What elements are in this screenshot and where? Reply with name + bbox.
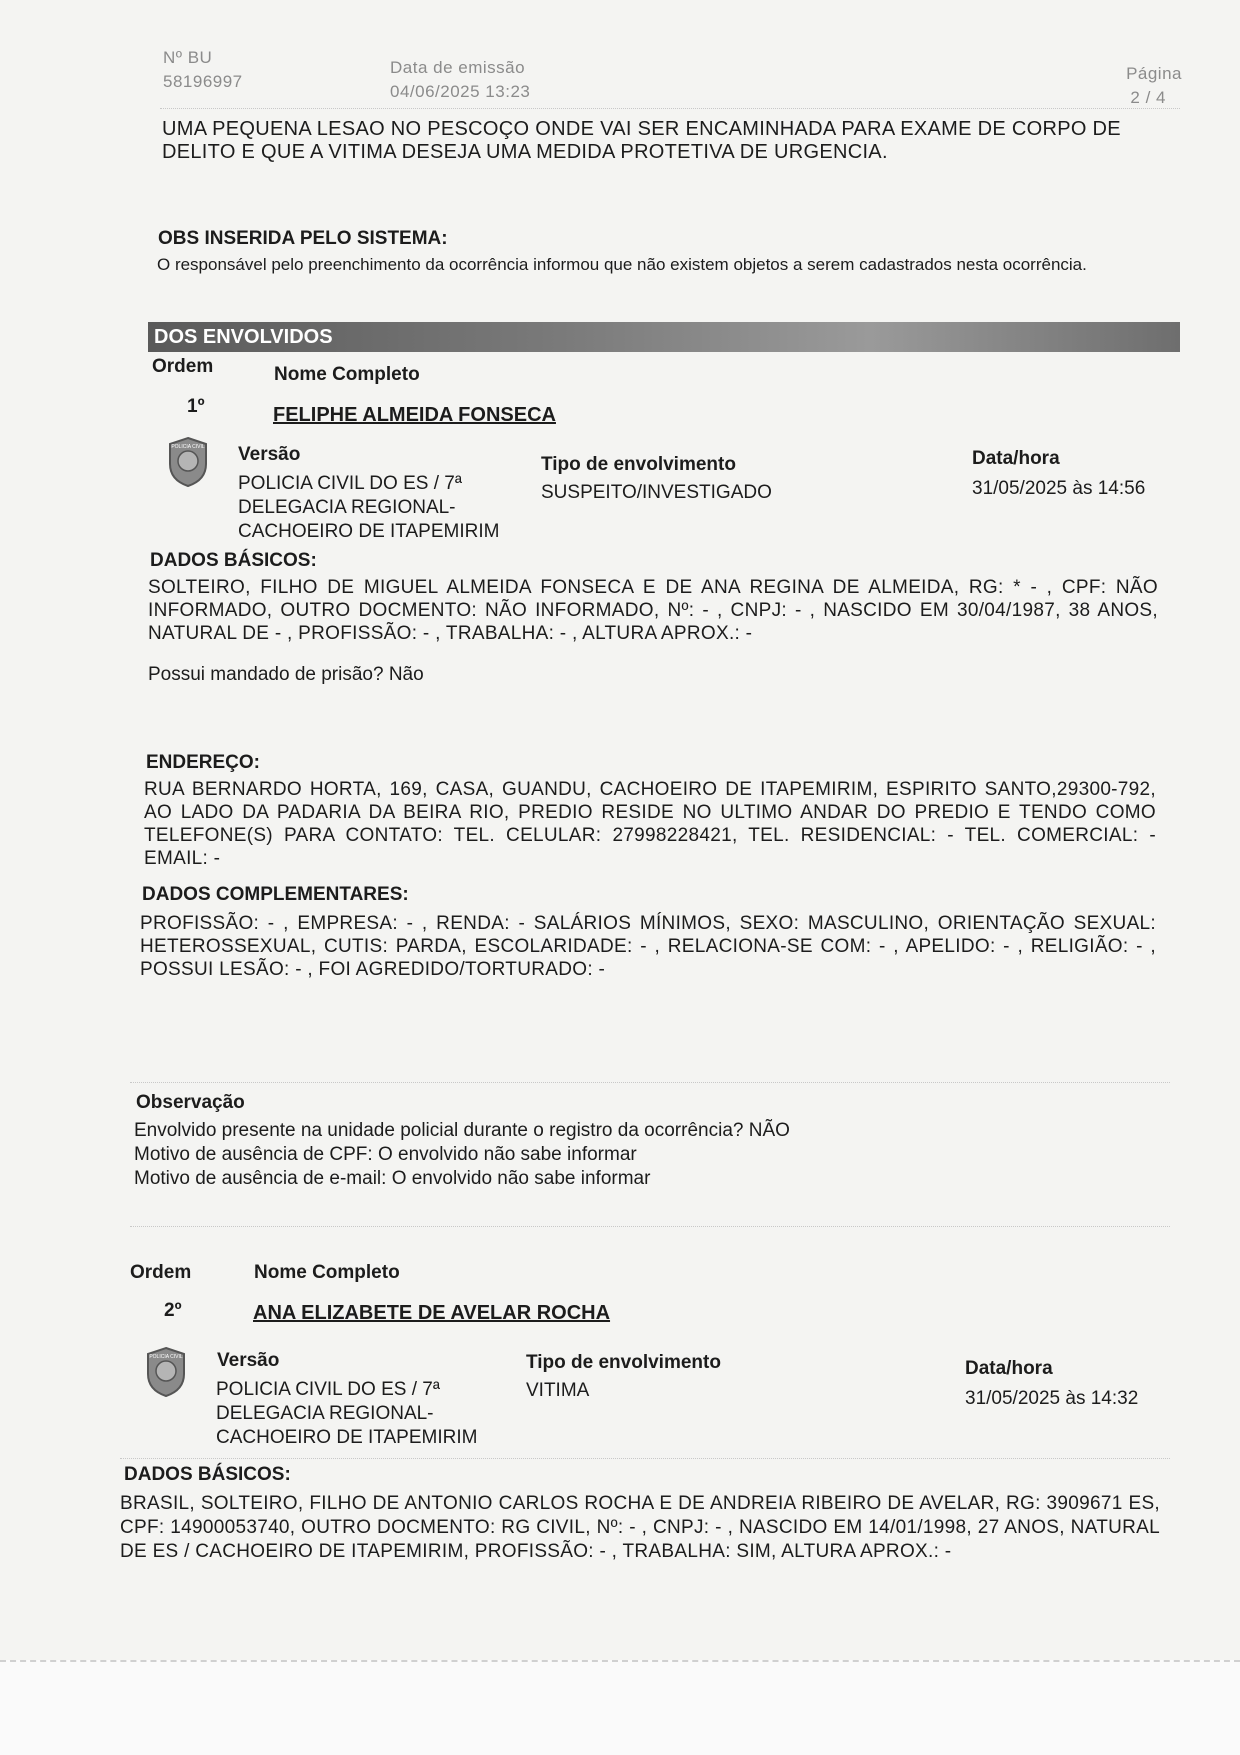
ordem-value-1: 1º <box>187 396 205 417</box>
tipo-value-2: VITIMA <box>526 1380 590 1401</box>
obs-text: O responsável pelo preenchimento da ocorrência informou que não existem objetos a serem cadastrados nesta ocorrência. <box>157 255 1087 274</box>
versao-label-1: Versão <box>238 444 301 465</box>
tipo-value-1: SUSPEITO/INVESTIGADO <box>541 482 772 503</box>
observacao-line-1: Envolvido presente na unidade policial durante o registro da ocorrência? NÃO <box>134 1120 790 1141</box>
nome-label-1: Nome Completo <box>274 364 420 385</box>
dados-complementares-1: PROFISSÃO: - , EMPRESA: - , RENDA: - SALÁRIOS MÍNIMOS, SEXO: MASCULINO, ORIENTAÇÃO SEXUAL: HETEROSSEXUAL, CUTIS: PARDA, ESCOLARIDADE: - , RELACIONA-SE COM: - , APELIDO: - , RELIGIÃO: - , POSSUI LESÃO: - , FOI AGREDIDO/TORTURADO: - <box>140 913 1156 980</box>
bu-label: Nº BU <box>163 48 213 67</box>
tipo-label-2: Tipo de envolvimento <box>526 1352 721 1373</box>
dados-basicos-label-2: DADOS BÁSICOS: <box>124 1464 291 1485</box>
ordem-label-1: Ordem <box>152 356 214 377</box>
ordem-value-2: 2º <box>164 1300 182 1321</box>
pagina-label: Página <box>1126 64 1182 83</box>
bu-value: 58196997 <box>163 72 243 91</box>
section-title: DOS ENVOLVIDOS <box>148 322 1180 352</box>
observacao-label-1: Observação <box>136 1092 245 1113</box>
page-bottom-edge <box>0 1660 1240 1755</box>
intro-text: UMA PEQUENA LESAO NO PESCOÇO ONDE VAI SER ENCAMINHADA PARA EXAME DE CORPO DE DELITO E QUE A VITIMA DESEJA UMA MEDIDA PROTETIVA DE URGENCIA. <box>162 118 1121 163</box>
emissao-label: Data de emissão <box>390 58 526 77</box>
police-badge-icon <box>166 436 210 488</box>
observacao-line-3: Motivo de ausência de e-mail: O envolvido não sabe informar <box>134 1168 651 1189</box>
nome-value-2: ANA ELIZABETE DE AVELAR ROCHA <box>253 1302 611 1324</box>
pagina-value: 2 / 4 <box>1130 88 1166 107</box>
dados-basicos-label-1: DADOS BÁSICOS: <box>150 550 317 571</box>
versao-value-1: POLICIA CIVIL DO ES / 7ª DELEGACIA REGIONAL-CACHOEIRO DE ITAPEMIRIM <box>238 473 500 542</box>
datahora-label-2: Data/hora <box>965 1358 1053 1379</box>
badge-text: POLICIA CIVIL <box>171 444 205 450</box>
observacao-line-2: Motivo de ausência de CPF: O envolvido não sabe informar <box>134 1144 637 1165</box>
nome-value-1: FELIPHE ALMEIDA FONSECA <box>273 404 556 426</box>
police-badge-icon <box>144 1346 188 1398</box>
obs-title: OBS INSERIDA PELO SISTEMA: <box>158 228 448 249</box>
dados-basicos-1: SOLTEIRO, FILHO DE MIGUEL ALMEIDA FONSECA E DE ANA REGINA DE ALMEIDA, RG: * - , CPF: NÃO INFORMADO, OUTRO DOCMENTO: NÃO INFORMADO, Nº: - , CNPJ: - , NASCIDO EM 30/04/1987, 38 ANOS, NATURAL DE - , PROFISSÃO: - , TRABALHA: - , ALTURA APROX.: - <box>148 577 1158 644</box>
nome-label-2: Nome Completo <box>254 1262 400 1283</box>
dados-basicos-2: BRASIL, SOLTEIRO, FILHO DE ANTONIO CARLOS ROCHA E DE ANDREIA RIBEIRO DE AVELAR, RG: 3909671 ES, CPF: 14900053740, OUTRO DOCMENTO: RG CIVIL, Nº: - , CNPJ: - , NASCIDO EM 14/01/1998, 27 ANOS, NATURAL DE ES / CACHOEIRO DE ITAPEMIRIM, PROFISSÃO: - , TRABALHA: SIM, ALTURA APROX.: - <box>120 1493 1160 1562</box>
badge-text: POLICIA CIVIL <box>149 1354 183 1360</box>
tipo-label-1: Tipo de envolvimento <box>541 454 736 475</box>
dados-complementares-label-1: DADOS COMPLEMENTARES: <box>142 884 409 905</box>
versao-label-2: Versão <box>217 1350 280 1371</box>
endereco-label-1: ENDEREÇO: <box>146 752 261 773</box>
versao-value-2: POLICIA CIVIL DO ES / 7ª DELEGACIA REGIONAL-CACHOEIRO DE ITAPEMIRIM <box>216 1379 478 1448</box>
datahora-value-1: 31/05/2025 às 14:56 <box>972 478 1146 499</box>
endereco-1: RUA BERNARDO HORTA, 169, CASA, GUANDU, CACHOEIRO DE ITAPEMIRIM, ESPIRITO SANTO,29300-792, AO LADO DA PADARIA DA BEIRA RIO, PREDIO RESIDE NO ULTIMO ANDAR DO PREDIO E TENDO COMO TELEFONE(S) PARA CONTATO: TEL. CELULAR: 27998228421, TEL. RESIDENCIAL: - TEL. COMERCIAL: - EMAIL: - <box>144 779 1156 869</box>
mandado-1: Possui mandado de prisão? Não <box>148 664 424 685</box>
emissao-value: 04/06/2025 13:23 <box>390 82 531 101</box>
datahora-value-2: 31/05/2025 às 14:32 <box>965 1388 1139 1409</box>
datahora-label-1: Data/hora <box>972 448 1060 469</box>
ordem-label-2: Ordem <box>130 1262 192 1283</box>
